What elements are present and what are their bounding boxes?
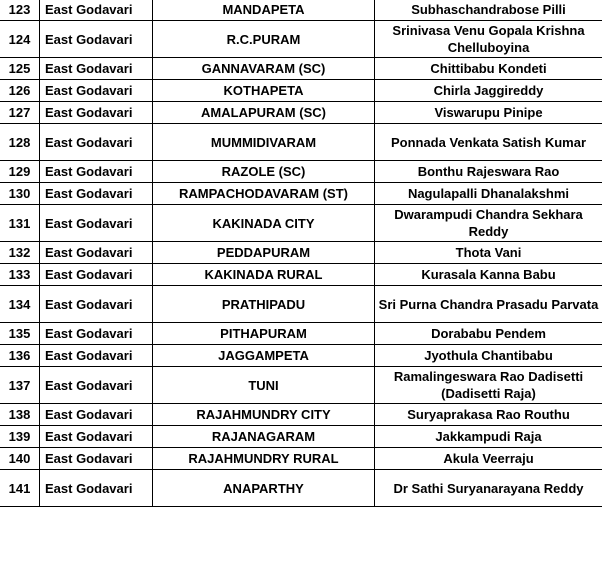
serial-number: 140	[0, 448, 40, 470]
constituency: TUNI	[153, 367, 375, 404]
table-row	[0, 242, 602, 264]
table-row	[0, 448, 602, 470]
constituency: MANDAPETA	[153, 0, 375, 21]
table-row	[0, 161, 602, 183]
district: East Godavari	[40, 80, 153, 102]
serial-number: 129	[0, 161, 40, 183]
constituency: AMALAPURAM (SC)	[153, 102, 375, 124]
mla-name: Thota Vani	[375, 242, 602, 264]
constituency: GANNAVARAM (SC)	[153, 58, 375, 80]
serial-number: 134	[0, 286, 40, 323]
serial-number: 136	[0, 345, 40, 367]
district: East Godavari	[40, 448, 153, 470]
mla-name: Chirla Jaggireddy	[375, 80, 602, 102]
constituency: KAKINADA CITY	[153, 205, 375, 242]
district: East Godavari	[40, 264, 153, 286]
constituency: RAJANAGARAM	[153, 426, 375, 448]
district: East Godavari	[40, 404, 153, 426]
district: East Godavari	[40, 161, 153, 183]
district: East Godavari	[40, 205, 153, 242]
constituency: RAJAHMUNDRY RURAL	[153, 448, 375, 470]
serial-number: 132	[0, 242, 40, 264]
serial-number: 139	[0, 426, 40, 448]
district: East Godavari	[40, 345, 153, 367]
mla-name: Nagulapalli Dhanalakshmi	[375, 183, 602, 205]
serial-number: 130	[0, 183, 40, 205]
mla-name: Dwarampudi Chandra Sekhara Reddy	[375, 205, 602, 242]
mla-name: Subhaschandrabose Pilli	[375, 0, 602, 21]
constituency: RAJAHMUNDRY CITY	[153, 404, 375, 426]
mla-name: Ramalingeswara Rao Dadisetti (Dadisetti Raja)	[375, 367, 602, 404]
district: East Godavari	[40, 102, 153, 124]
mla-name: Jyothula Chantibabu	[375, 345, 602, 367]
mla-name: Srinivasa Venu Gopala Krishna Chelluboyina	[375, 21, 602, 58]
serial-number: 128	[0, 124, 40, 161]
table-row	[0, 205, 602, 242]
district: East Godavari	[40, 0, 153, 21]
mla-name: Dr Sathi Suryanarayana Reddy	[375, 470, 602, 507]
constituency: R.C.PURAM	[153, 21, 375, 58]
serial-number: 137	[0, 367, 40, 404]
constituency: PITHAPURAM	[153, 323, 375, 345]
table-row	[0, 183, 602, 205]
district: East Godavari	[40, 426, 153, 448]
serial-number: 127	[0, 102, 40, 124]
district: East Godavari	[40, 286, 153, 323]
table-row	[0, 58, 602, 80]
mla-name: Chittibabu Kondeti	[375, 58, 602, 80]
district: East Godavari	[40, 367, 153, 404]
district: East Godavari	[40, 242, 153, 264]
constituency: ANAPARTHY	[153, 470, 375, 507]
table-row	[0, 80, 602, 102]
table-row	[0, 102, 602, 124]
mla-name: Sri Purna Chandra Prasadu Parvata	[375, 286, 602, 323]
table-row	[0, 264, 602, 286]
district: East Godavari	[40, 470, 153, 507]
serial-number: 138	[0, 404, 40, 426]
constituency: RAZOLE (SC)	[153, 161, 375, 183]
constituency: KAKINADA RURAL	[153, 264, 375, 286]
table-row	[0, 345, 602, 367]
district: East Godavari	[40, 21, 153, 58]
serial-number: 135	[0, 323, 40, 345]
mla-name: Suryaprakasa Rao Routhu	[375, 404, 602, 426]
table-row	[0, 323, 602, 345]
district: East Godavari	[40, 58, 153, 80]
constituency: PRATHIPADU	[153, 286, 375, 323]
table-row	[0, 286, 602, 323]
serial-number: 123	[0, 0, 40, 21]
serial-number: 126	[0, 80, 40, 102]
mla-name: Akula Veerraju	[375, 448, 602, 470]
constituency: PEDDAPURAM	[153, 242, 375, 264]
constituency: KOTHAPETA	[153, 80, 375, 102]
serial-number: 141	[0, 470, 40, 507]
constituency: JAGGAMPETA	[153, 345, 375, 367]
district: East Godavari	[40, 124, 153, 161]
mla-name: Jakkampudi Raja	[375, 426, 602, 448]
serial-number: 133	[0, 264, 40, 286]
mla-name: Kurasala Kanna Babu	[375, 264, 602, 286]
mla-name: Dorababu Pendem	[375, 323, 602, 345]
serial-number: 131	[0, 205, 40, 242]
table-row	[0, 470, 602, 507]
mla-name: Viswarupu Pinipe	[375, 102, 602, 124]
constituency: RAMPACHODAVARAM (ST)	[153, 183, 375, 205]
table-row	[0, 0, 602, 21]
table-row	[0, 21, 602, 58]
table-row	[0, 404, 602, 426]
serial-number: 124	[0, 21, 40, 58]
table-row	[0, 124, 602, 161]
district: East Godavari	[40, 183, 153, 205]
table-row	[0, 367, 602, 404]
table-row	[0, 426, 602, 448]
constituency: MUMMIDIVARAM	[153, 124, 375, 161]
district: East Godavari	[40, 323, 153, 345]
mla-name: Bonthu Rajeswara Rao	[375, 161, 602, 183]
serial-number: 125	[0, 58, 40, 80]
mla-name: Ponnada Venkata Satish Kumar	[375, 124, 602, 161]
